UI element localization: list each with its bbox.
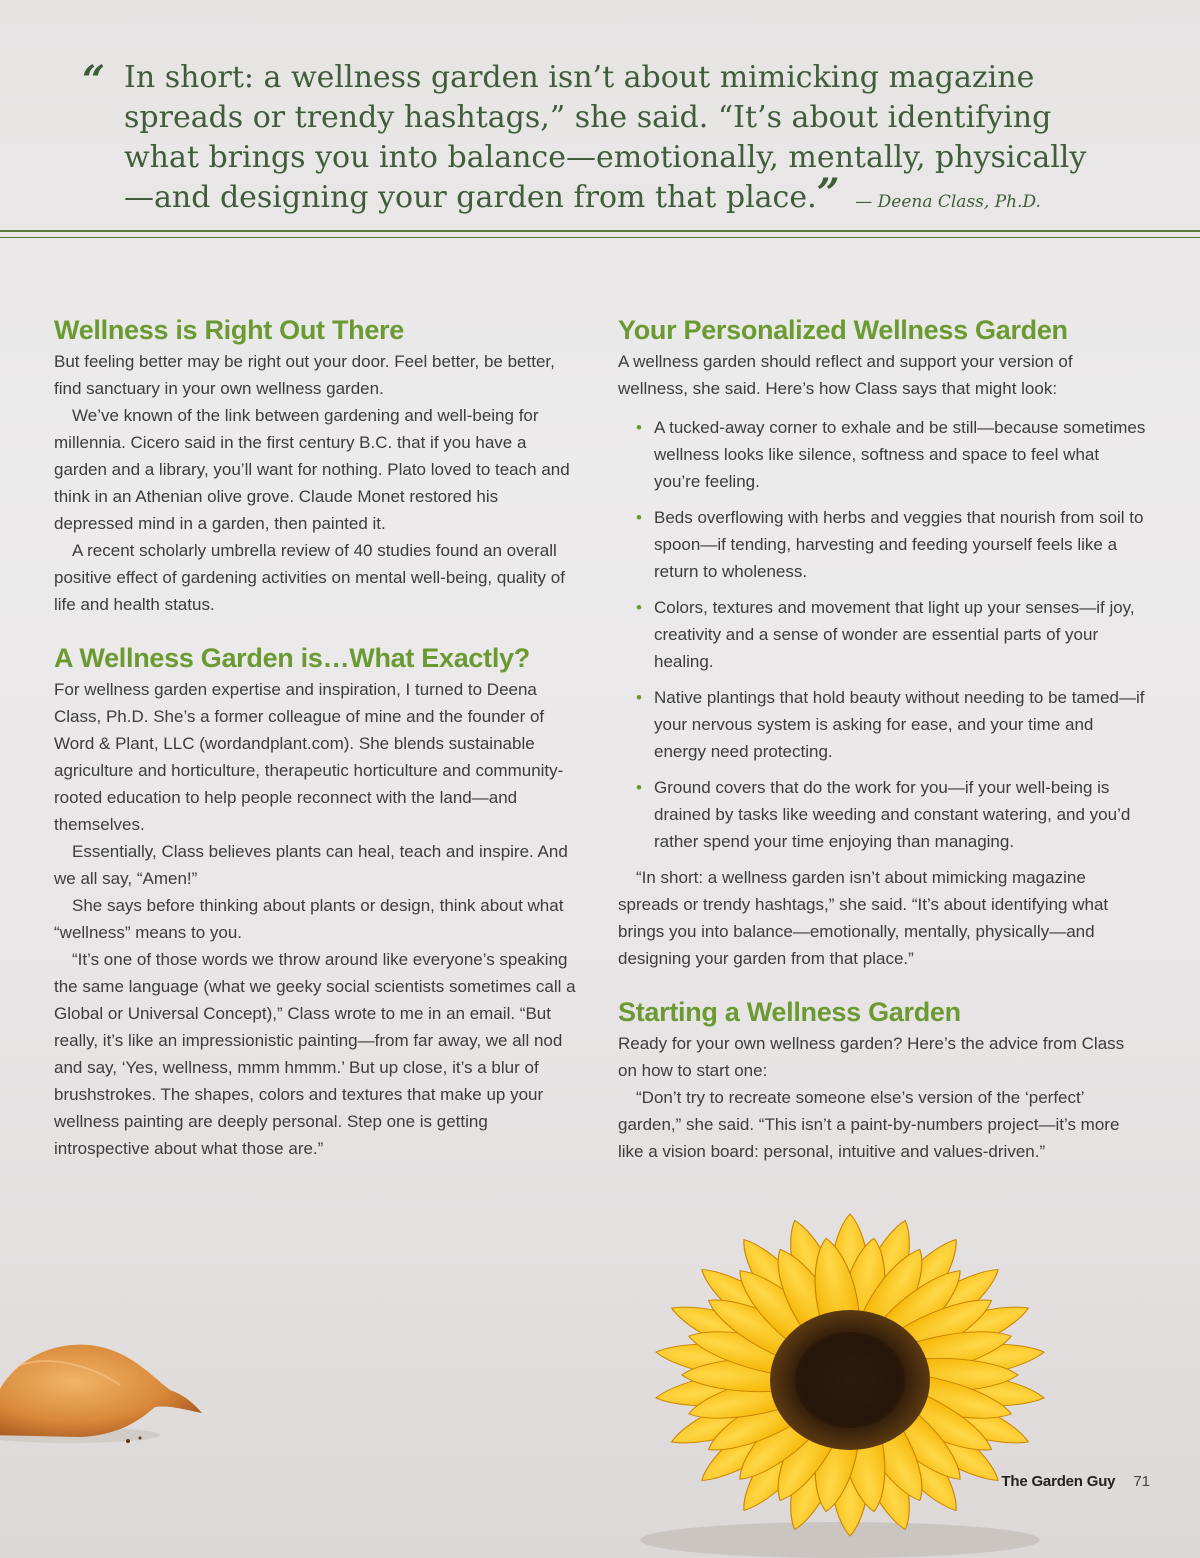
close-quote-mark: ” <box>816 170 840 217</box>
list-item <box>618 504 1146 585</box>
magazine-name: The Garden Guy <box>1001 1473 1116 1490</box>
body-paragraph: We’ve known of the link between gardening and well-being for millennia. Cicero said in the first century B.C. that if you have a garden and a library, you’ll want for nothing. Plato loved to teach and think in an Athenian olive grove. Claude Monet restored his depressed mind in a garden, then painted it. <box>54 406 570 533</box>
bullet-icon: • <box>636 688 642 707</box>
bullet-icon: • <box>636 418 642 437</box>
body-paragraph: But feeling better may be right out your door. Feel better, be better, find sanctuary in your own wellness garden. <box>54 352 555 398</box>
body-paragraph: A wellness garden should reflect and support your version of wellness, she said. Here’s how Class says that might look: <box>618 352 1073 398</box>
list-item <box>618 594 1146 675</box>
pull-quote-attribution: — Deena Class, Ph.D. <box>855 192 1041 212</box>
list-item-text: Beds overflowing with herbs and veggies that nourish from soil to spoon—if tending, harvesting and feeding yourself feels like a return to wholeness. <box>654 508 1144 581</box>
list-item-text: Native plantings that hold beauty without needing to be tamed—if your nervous system is asking for ease, and your time and energy need protecting. <box>654 688 1145 761</box>
section-heading: Wellness is Right Out There <box>54 315 404 345</box>
bullet-icon: • <box>636 508 642 527</box>
page-number: 71 <box>1133 1473 1150 1490</box>
section-heading: A Wellness Garden is…What Exactly? <box>54 643 530 673</box>
bullet-icon: • <box>636 778 642 797</box>
list-item <box>618 774 1146 855</box>
onion-icon <box>0 1325 205 1445</box>
pull-quote-text: In short: a wellness garden isn’t about mimicking magazine spreads or trendy hashtags,” she said. “It’s about identifying what brings you into balance—emotionally, mentally, physically—and designing your garden from that place. <box>124 60 1087 215</box>
body-paragraph: “It’s one of those words we throw around like everyone’s speaking the same language (what we geeky social scientists sometimes call a Global or Universal Concept),” Class wrote to me in an email. “But really, it’s like an impressionistic painting—from far away, we all nod and say, ‘Yes, wellness, mmm hmmm.’ But up close, it’s a blur of brushstrokes. The shapes, colors and textures that make up your wellness painting are deeply personal. Step one is getting introspective about what those are.” <box>54 950 576 1158</box>
right-column <box>618 312 1146 1165</box>
spacer <box>54 618 582 640</box>
body-paragraph: “In short: a wellness garden isn’t about mimicking magazine spreads or trendy hashtags,” she said. “It’s about identifying what brings you into balance—emotionally, mentally, physically—and designing your garden from that place.” <box>618 868 1109 968</box>
section-heading: Your Personalized Wellness Garden <box>618 315 1068 345</box>
pull-quote <box>82 57 1106 222</box>
body-paragraph: Essentially, Class believes plants can heal, teach and inspire. And we all say, “Amen!” <box>54 842 568 888</box>
list-item-text: A tucked-away corner to exhale and be still—because sometimes wellness looks like silence, softness and space to feel what you’re feeling. <box>654 418 1146 491</box>
bullet-list <box>618 414 1146 855</box>
body-paragraph: Ready for your own wellness garden? Here’s the advice from Class on how to start one: <box>618 1034 1125 1080</box>
list-item <box>618 414 1146 495</box>
page-footer <box>1001 1473 1150 1490</box>
body-paragraph: She says before thinking about plants or design, think about what “wellness” means to you. <box>54 896 564 942</box>
list-item-text: Ground covers that do the work for you—if your well-being is drained by tasks like weeding and constant watering, and you’d rather spend your time enjoying than managing. <box>654 778 1131 851</box>
sunflower-icon <box>600 1145 1060 1558</box>
section-heading: Starting a Wellness Garden <box>618 997 961 1027</box>
bullet-icon: • <box>636 598 642 617</box>
list-item-text: Colors, textures and movement that light up your senses—if joy, creativity and a sense of wonder are essential parts of your healing. <box>654 598 1135 671</box>
list-item <box>618 684 1146 765</box>
body-paragraph: For wellness garden expertise and inspiration, I turned to Deena Class, Ph.D. She’s a former colleague of mine and the founder of Word & Plant, LLC (wordandplant.com). She blends sustainable agriculture and horticulture, therapeutic horticulture and community-rooted education to help people reconnect with the land—and themselves. <box>54 680 564 834</box>
open-quote-mark: “ <box>82 57 106 104</box>
body-paragraph: “Don’t try to recreate someone else’s version of the ‘perfect’ garden,” she said. “This isn’t a paint-by-numbers project—it’s more like a vision board: personal, intuitive and values-driven.” <box>618 1088 1120 1161</box>
body-paragraph: A recent scholarly umbrella review of 40 studies found an overall positive effect of gardening activities on mental well-being, quality of life and health status. <box>54 541 565 614</box>
divider-rule-thin <box>0 237 1200 238</box>
left-column <box>54 312 582 1162</box>
pull-quote-body <box>86 58 1106 222</box>
spacer <box>618 972 1146 994</box>
divider-rule <box>0 230 1200 232</box>
